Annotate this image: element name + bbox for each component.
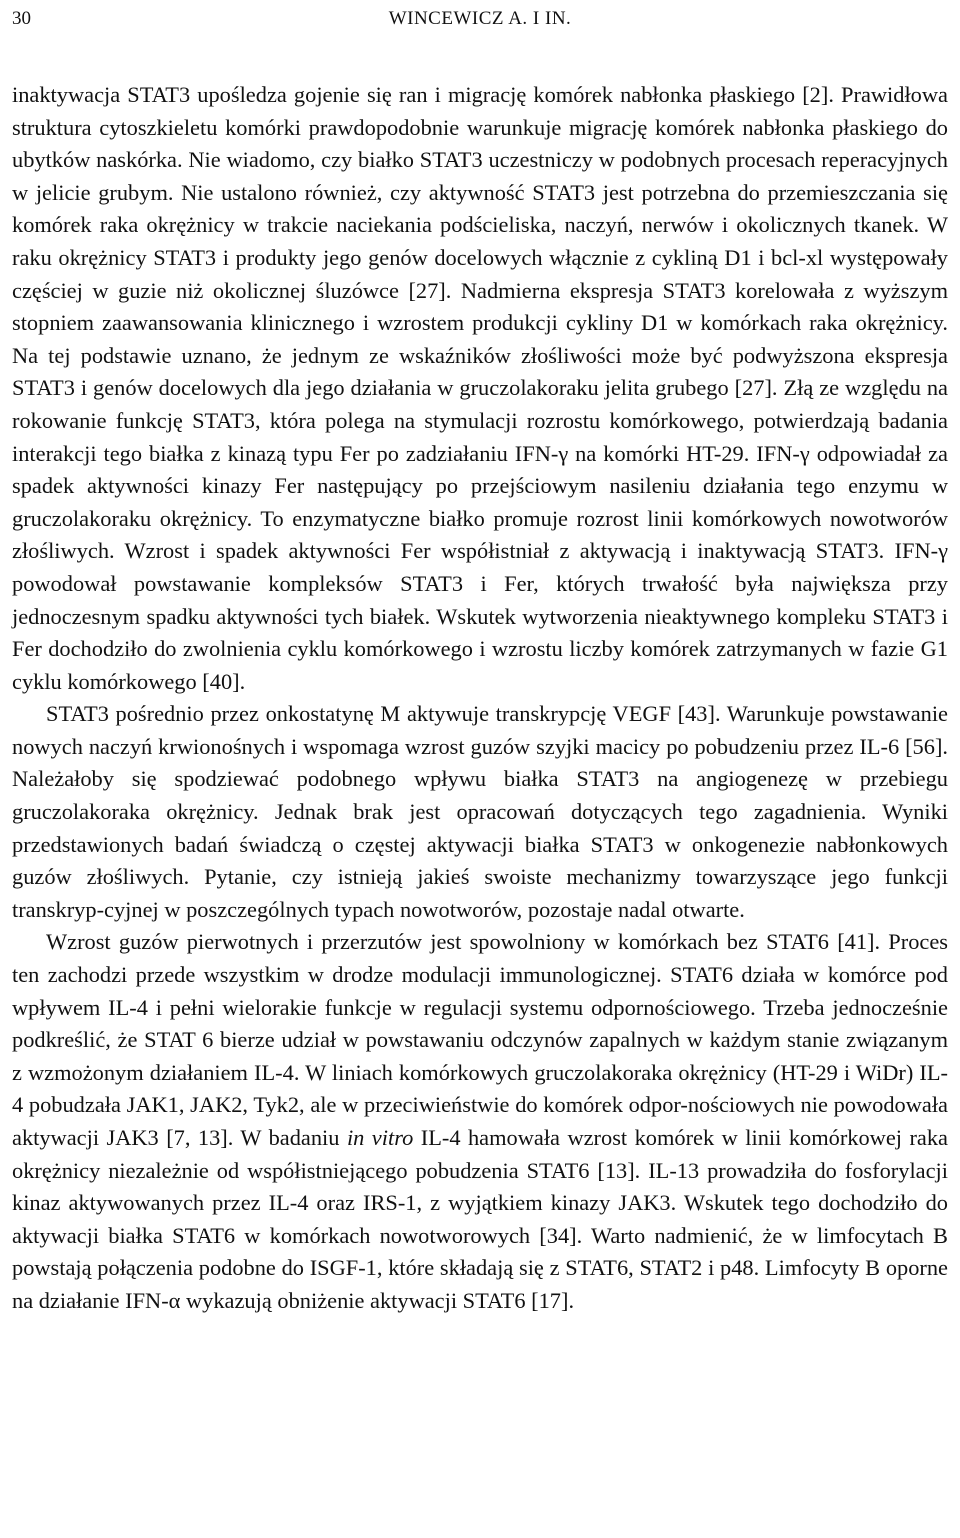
paragraph-text: Wzrost guzów pierwotnych i przerzutów jest spowolniony w komórkach bez STAT6 [41]. Proces ten zachodzi przede wszystkim w drodze modulacji immunologicznej. STAT6 działa w komórce pod wpływem IL-4 i pełni wielorakie funkcje w regulacji systemu odpornościowego. Trzeba jednocześnie podkreślić, że STAT 6 bierze udział w powstawaniu odczynów zapalnych w każdym stanie związanym z wzmożonym działaniem IL-4. W liniach komórkowych gruczolakoraka okrężnicy (HT-29 i WiDr) IL-4 pobudzała JAK1, JAK2, Tyk2, ale w przeciwieństwie do komórek odpor-nościowych nie powodowała aktywacji JAK3 [7, 13]. W badaniu bbox=[12, 929, 948, 1150]
page-number: 30 bbox=[12, 8, 31, 29]
paragraph-stat6 bbox=[12, 926, 948, 1317]
paragraph-text: inaktywacja STAT3 upośledza gojenie się ran i migrację komórek nabłonka płaskiego [2]. Prawidłowa struktura cytoszkieletu komórki prawdopodobnie warunkuje migrację komórek nabłonka płaskiego do ubytków naskórka. Nie wiadomo, czy białko STAT3 uczestniczy w podobnych procesach reperacyjnych w jelicie grubym. Nie ustalono również, czy aktywność STAT3 jest potrzebna do przemieszczania się komórek raka okrężnicy w trakcie naciekania podścieliska, naczyń, nerwów i okolicznych tkanek. W raku okrężnicy STAT3 i produkty jego genów docelowych włącznie z cykliną D1 i bcl-xl występowały częściej w guzie niż okolicznej śluzówce [27]. Nadmierna ekspresja STAT3 korelowała z wyższym stopniem zaawansowania klinicznego i wzrostem produkcji cykliny D1 w komórkach raka okrężnicy. Na tej podstawie uznano, że jednym ze wskaźników złośliwości może być podwyższona ekspresja STAT3 i genów docelowych dla jego działania w gruczolakoraku jelita grubego [27]. Złą ze względu na rokowanie funkcję STAT3, która polega na stymulacji rozrostu komórkowego, potwierdzają badania interakcji tego białka z kinazą typu Fer po zadziałaniu IFN-γ na komórki HT-29. IFN-γ odpowiadał za spadek aktywności kinazy Fer następujący po przejściowym nasileniu działania tego enzymu w gruczolakoraku okrężnicy. To enzymatyczne białko promuje rozrost linii komórkowych nowotworów złośliwych. Wzrost i spadek aktywności Fer współistniał z aktywacją i inaktywacją STAT3. IFN-γ powodował powstawanie kompleksów STAT3 i Fer, których trwałość była największa przy jednoczesnym spadku aktywności tych białek. Wskutek wytworzenia nieaktywnego kompleku STAT3 i Fer dochodziło do zwolnienia cyklu komórkowego i wzrostu liczby komórek zatrzymanych w fazie G1 cyklu komórkowego [40]. bbox=[12, 82, 948, 694]
italic-term-in-vitro: in vitro bbox=[346, 1125, 414, 1150]
running-head: WINCEWICZ A. I IN. bbox=[388, 8, 572, 29]
paragraph-text: IL-4 hamowała wzrost komórek w linii komórkowej raka okrężnicy niezależnie od współistniejącego pobudzenia STAT6 [13]. IL-13 prowadziła do fosforylacji kinaz aktywowanych przez IL-4 oraz IRS-1, z wyjątkiem kinazy JAK3. Wskutek tego dochodziło do aktywacji białka STAT6 w komórkach nowotworowych [34]. Warto nadmienić, że w limfocytach B powstają połączenia podobne do ISGF-1, które składają się z STAT6, STAT2 i p48. Limfocyty B oporne na działanie IFN-α wykazują obniżenie aktywacji STAT6 [17]. bbox=[12, 1125, 948, 1313]
paragraph-stat3-angiogenesis bbox=[12, 698, 948, 926]
paragraph-text: STAT3 pośrednio przez onkostatynę M aktywuje transkrypcję VEGF [43]. Warunkuje powstawanie nowych naczyń krwionośnych i wspomaga wzrost guzów szyjki macicy po pobudzeniu przez IL-6 [56]. Należałoby się spodziewać podobnego wpływu białka STAT3 na angiogenezę w przebiegu gruczolakoraka okrężnicy. Jednak brak jest opracowań dotyczących tego zagadnienia. Wyniki przedstawionych badań świadczą o częstej aktywacji białka STAT3 w onkogenezie nabłonkowych guzów złośliwych. Pytanie, czy istnieją jakieś swoiste mechanizmy towarzyszące jego funkcji transkryp-cyjnej w poszczególnych typach nowotworów, pozostaje nadal otwarte. bbox=[12, 701, 948, 922]
body-text bbox=[12, 79, 948, 1318]
paragraph-stat3-migration bbox=[12, 79, 948, 698]
page-header bbox=[12, 4, 948, 34]
